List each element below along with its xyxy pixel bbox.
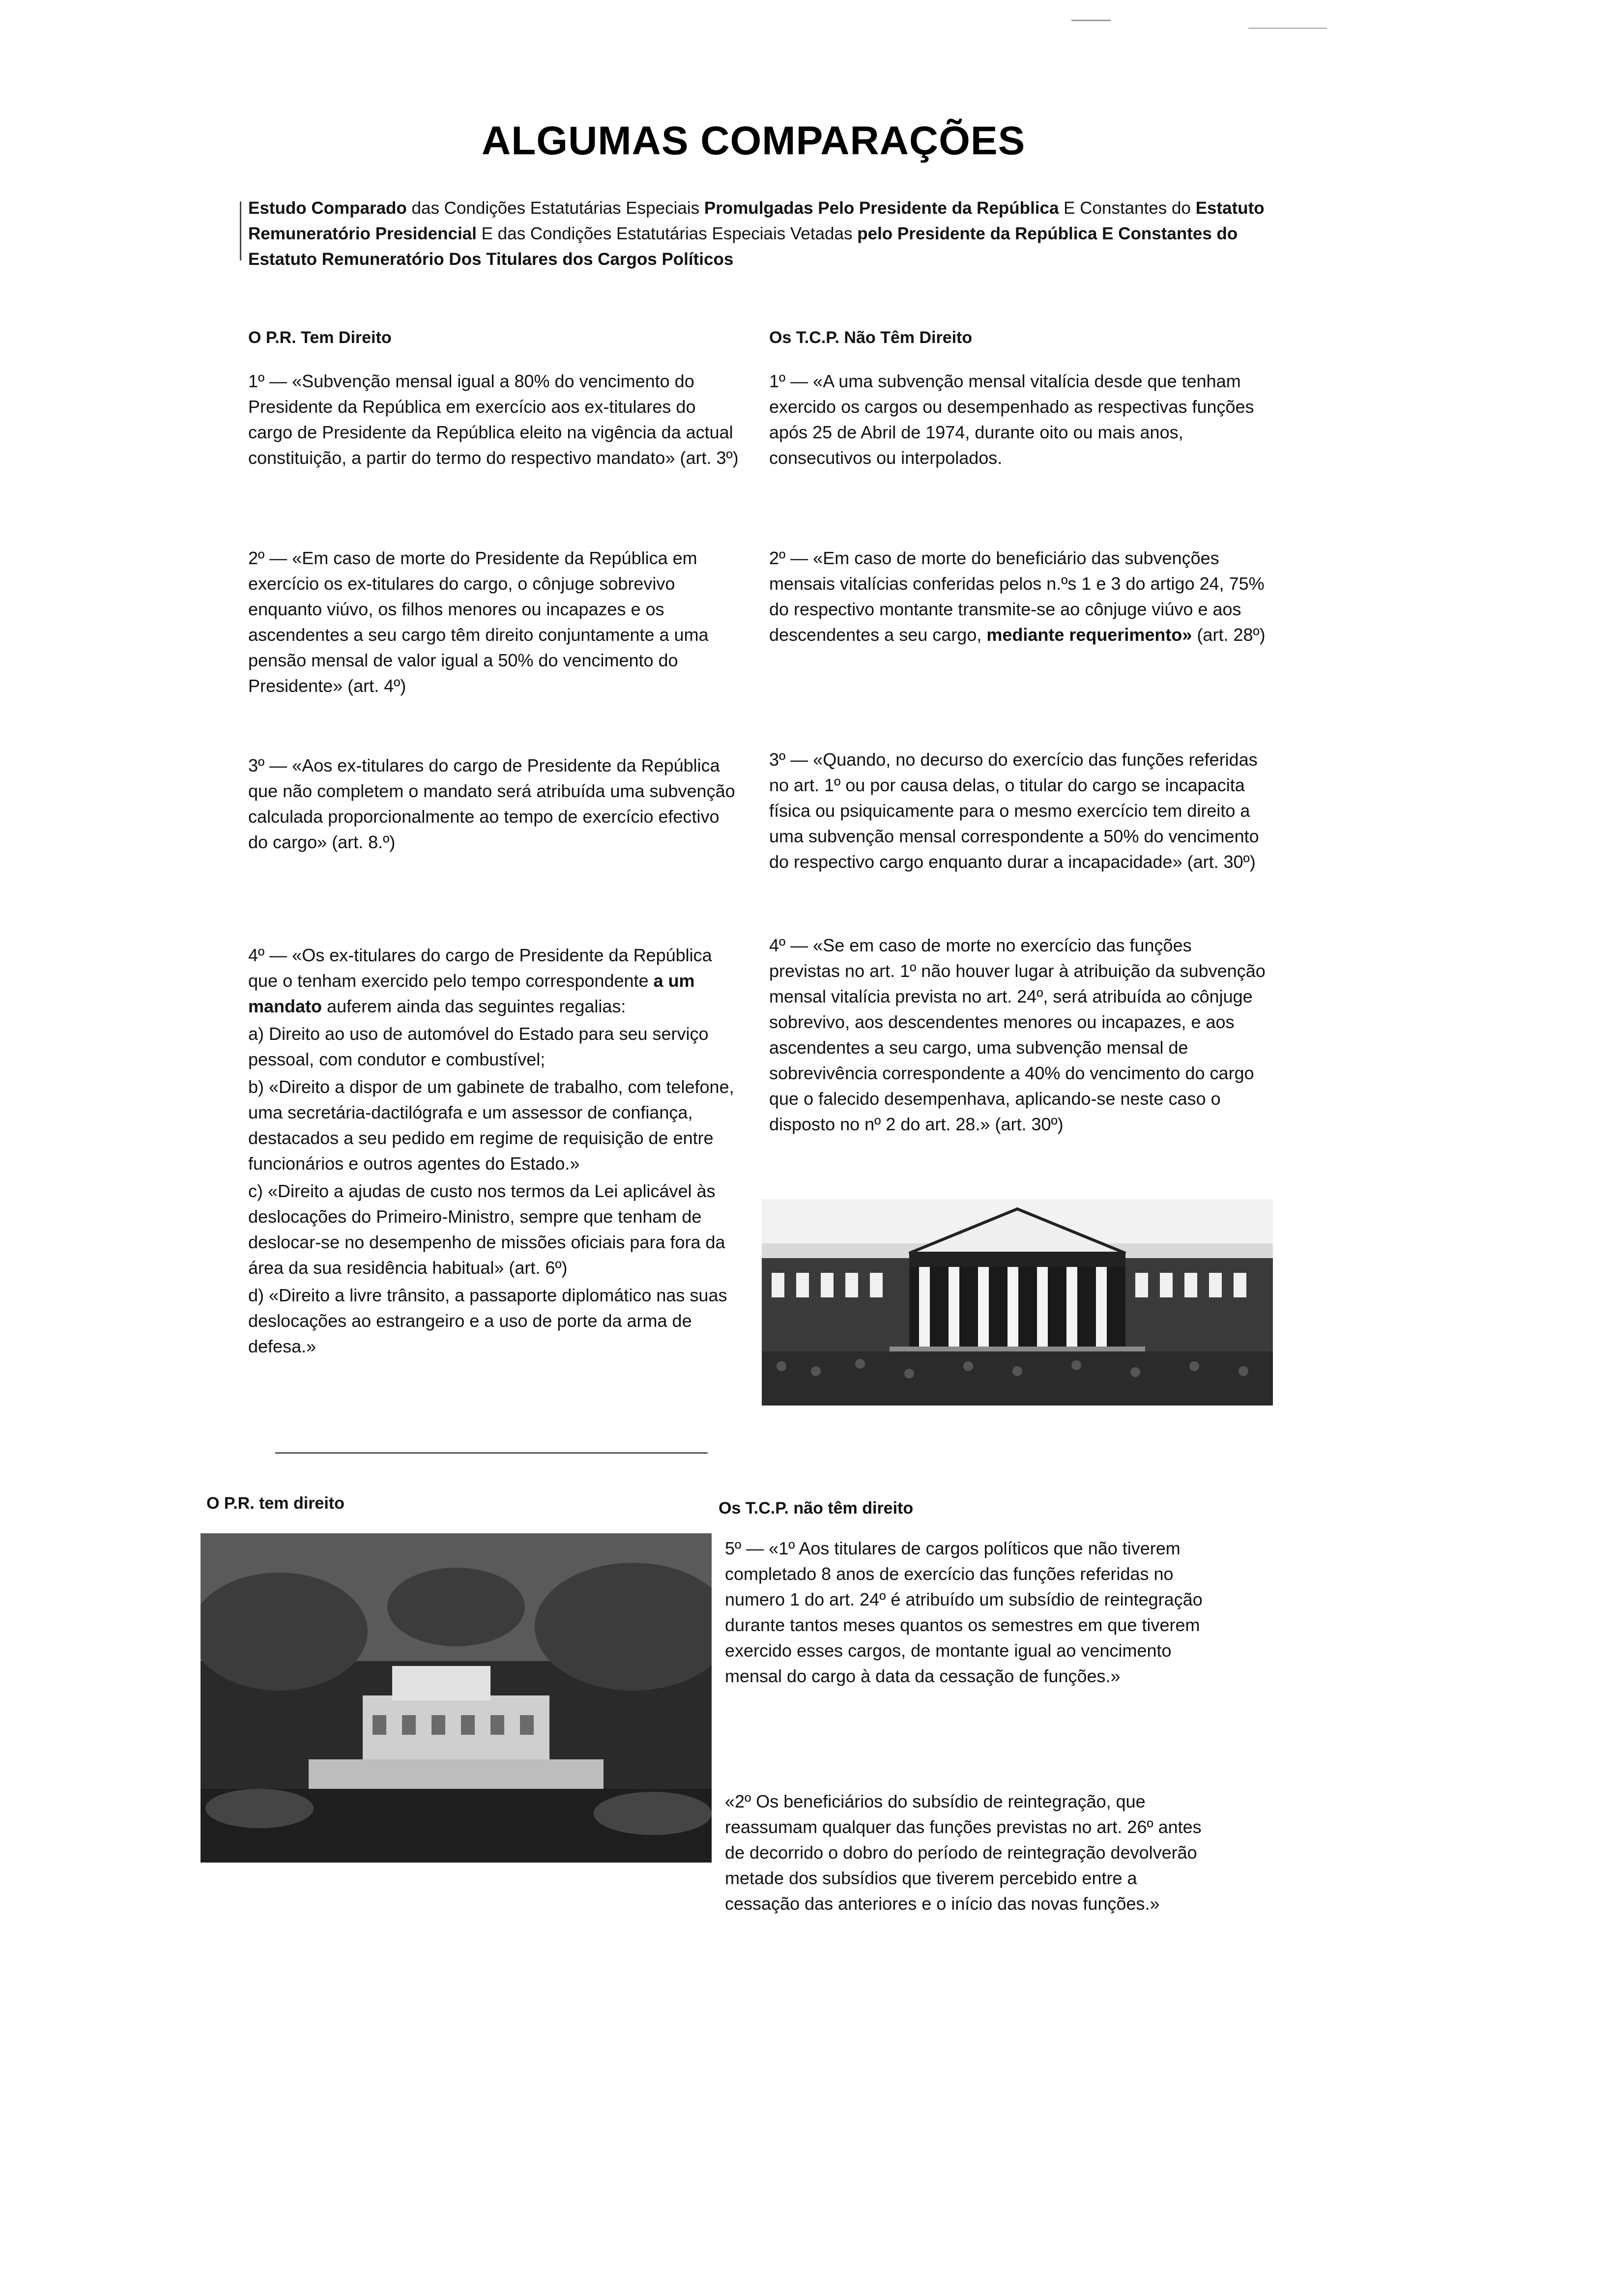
- right-item-1: [769, 369, 1266, 471]
- left-item-4-a: a) Direito ao uso de automóvel do Estado para seu serviço pessoal, com condutor e combustível;: [248, 1024, 709, 1069]
- right-item-6: [725, 1789, 1211, 1917]
- right-item-3: [769, 747, 1266, 875]
- right-item-2-text: [769, 545, 1266, 648]
- scan-noise-top: [1071, 20, 1111, 21]
- left-item-4-c: c) «Direito a ajudas de custo nos termos da Lei aplicável às deslocações do Primeiro-Ministro, sempre que tenham de deslocar-se no desempenho de missões oficiais para fora da área da sua residência habitual» (art. 6º): [248, 1181, 725, 1278]
- left-margin-mark: [240, 201, 241, 260]
- subtitle-part-7: pelo Presidente da República E Constantes do Estatuto Remuneratório Dos Titulares dos Cargos Políticos: [248, 224, 1238, 269]
- left-item-1: [248, 369, 740, 471]
- page-subtitle: [248, 196, 1270, 272]
- left-heading-2: O P.R. tem direito: [206, 1494, 345, 1513]
- palace-photo-drawing: [762, 1199, 1273, 1406]
- subtitle-part-4: E Constantes do: [1059, 199, 1196, 218]
- left-item-4-intro-a: 4º — «Os ex-titulares do cargo de Presidente da República que o tenham exercido pelo tempo correspondente: [248, 945, 712, 991]
- subtitle-part-1: Estudo Comparado: [248, 199, 407, 218]
- subtitle-part-5: Estatuto Remuneratório Presidencial: [248, 199, 1265, 243]
- scan-noise-top-right: [1248, 28, 1327, 29]
- left-item-4: [248, 943, 740, 1359]
- right-item-5-text: 5º — «1º Aos titulares de cargos políticos que não tiverem completado 8 anos de exercício das funções referidas no numero 1 do art. 24º é atribuído um subsídio de reintegração durante tantos meses quantos os semestres em que tiverem exercido esses cargos, de montante igual ao vencimento mensal do cargo à data da cessação de funções.»: [725, 1538, 1203, 1686]
- left-item-3-text: 3º — «Aos ex-titulares do cargo de Presidente da República que não completem o mandato será atribuída uma subvenção calculada proporcionalmente ao tempo de exercício efectivo do cargo» (art. 8.º): [248, 755, 735, 852]
- left-item-4-intro-c: auferem ainda das seguintes regalias:: [322, 996, 626, 1016]
- right-item-6-text: «2º Os beneficiários do subsídio de reintegração, que reassumam qualquer das funções previstas no art. 26º antes de decorrido o dobro do período de reintegração devolverão metade dos subsídios que tiverem percebido entre a cessação das anteriores e o início das novas funções.»: [725, 1791, 1202, 1914]
- left-item-4-intro-b: a um mandato: [248, 971, 695, 1016]
- residence-photo: [201, 1533, 712, 1863]
- left-item-1-text: 1º — «Subvenção mensal igual a 80% do vencimento do Presidente da República em exercício aos ex-titulares do cargo de Presidente da República eleito na vigência da actual constituição, a partir do termo do respectivo mandato» (art. 3º): [248, 371, 739, 468]
- right-item-2-b: mediante requerimento»: [986, 625, 1192, 645]
- right-column-heading: Os T.C.P. Não Têm Direito: [769, 328, 973, 347]
- palace-photo: [762, 1199, 1273, 1406]
- right-item-2: [769, 545, 1266, 648]
- left-item-2: [248, 545, 740, 699]
- left-column-heading: O P.R. Tem Direito: [248, 328, 392, 347]
- right-item-1-text: 1º — «A uma subvenção mensal vitalícia desde que tenham exercido os cargos ou desempenhado as respectivas funções após 25 de Abril de 1974, durante oito ou mais anos, consecutivos ou interpolados.: [769, 371, 1254, 468]
- right-item-4: [769, 933, 1266, 1137]
- right-item-4-text: 4º — «Se em caso de morte no exercício das funções previstas no art. 1º não houver lugar à atribuição da subvenção mensal vitalícia prevista no art. 24º, será atribuída ao cônjuge sobrevivo, aos descendentes menores ou incapazes, e aos ascendentes a seu cargo, uma subvenção mensal de sobrevivência correspondente a 40% do vencimento do cargo que o falecido desempenhava, aplicando-se neste caso o disposto no nº 2 do art. 28.» (art. 30º): [769, 935, 1266, 1134]
- right-item-5: [725, 1536, 1211, 1689]
- left-item-3: [248, 753, 740, 855]
- subtitle-part-6: E das Condições Estatutárias Especiais Vetadas: [476, 224, 858, 243]
- left-item-4-d: d) «Direito a livre trânsito, a passaporte diplomático nas suas deslocações ao estrangeiro e a uso de porte da arma de defesa.»: [248, 1285, 727, 1356]
- left-item-4-b: b) «Direito a dispor de um gabinete de trabalho, com telefone, uma secretária-dactilógrafa e um assessor de confiança, destacados a seu pedido em regime de requisição de entre funcionários e outros agentes do Estado.»: [248, 1077, 734, 1174]
- subtitle-part-2: das Condições Estatutárias Especiais: [406, 199, 704, 218]
- left-item-4-intro: [248, 943, 740, 1019]
- residence-photo-drawing: [201, 1533, 712, 1863]
- right-item-2-a: 2º — «Em caso de morte do beneficiário das subvenções mensais vitalícias conferidas pelos n.ºs 1 e 3 do artigo 24, 75% do respectivo montante transmite-se ao cônjuge viúvo e aos descendentes a seu cargo,: [769, 548, 1265, 645]
- right-heading-2: Os T.C.P. não têm direito: [719, 1499, 914, 1518]
- page-title: ALGUMAS COMPARAÇÕES: [482, 118, 1026, 163]
- right-item-2-c: (art. 28º): [1192, 625, 1266, 645]
- left-item-2-text: 2º — «Em caso de morte do Presidente da República em exercício os ex-titulares do cargo, o cônjuge sobrevivo enquanto viúvo, os filhos menores ou incapazes e os ascendentes a seu cargo têm direito conjuntamente a uma pensão mensal de valor igual a 50% do vencimento do Presidente» (art. 4º): [248, 548, 709, 696]
- subtitle-part-3: Promulgadas Pelo Presidente da República: [704, 199, 1059, 218]
- left-separator-rule: [275, 1452, 708, 1454]
- right-item-3-text: 3º — «Quando, no decurso do exercício das funções referidas no art. 1º ou por causa delas, o titular do cargo se incapacita física ou psiquicamente para o mesmo exercício tem direito a uma subvenção mensal correspondente a 50% do vencimento do respectivo cargo enquanto durar a incapacidade» (art. 30º): [769, 749, 1259, 872]
